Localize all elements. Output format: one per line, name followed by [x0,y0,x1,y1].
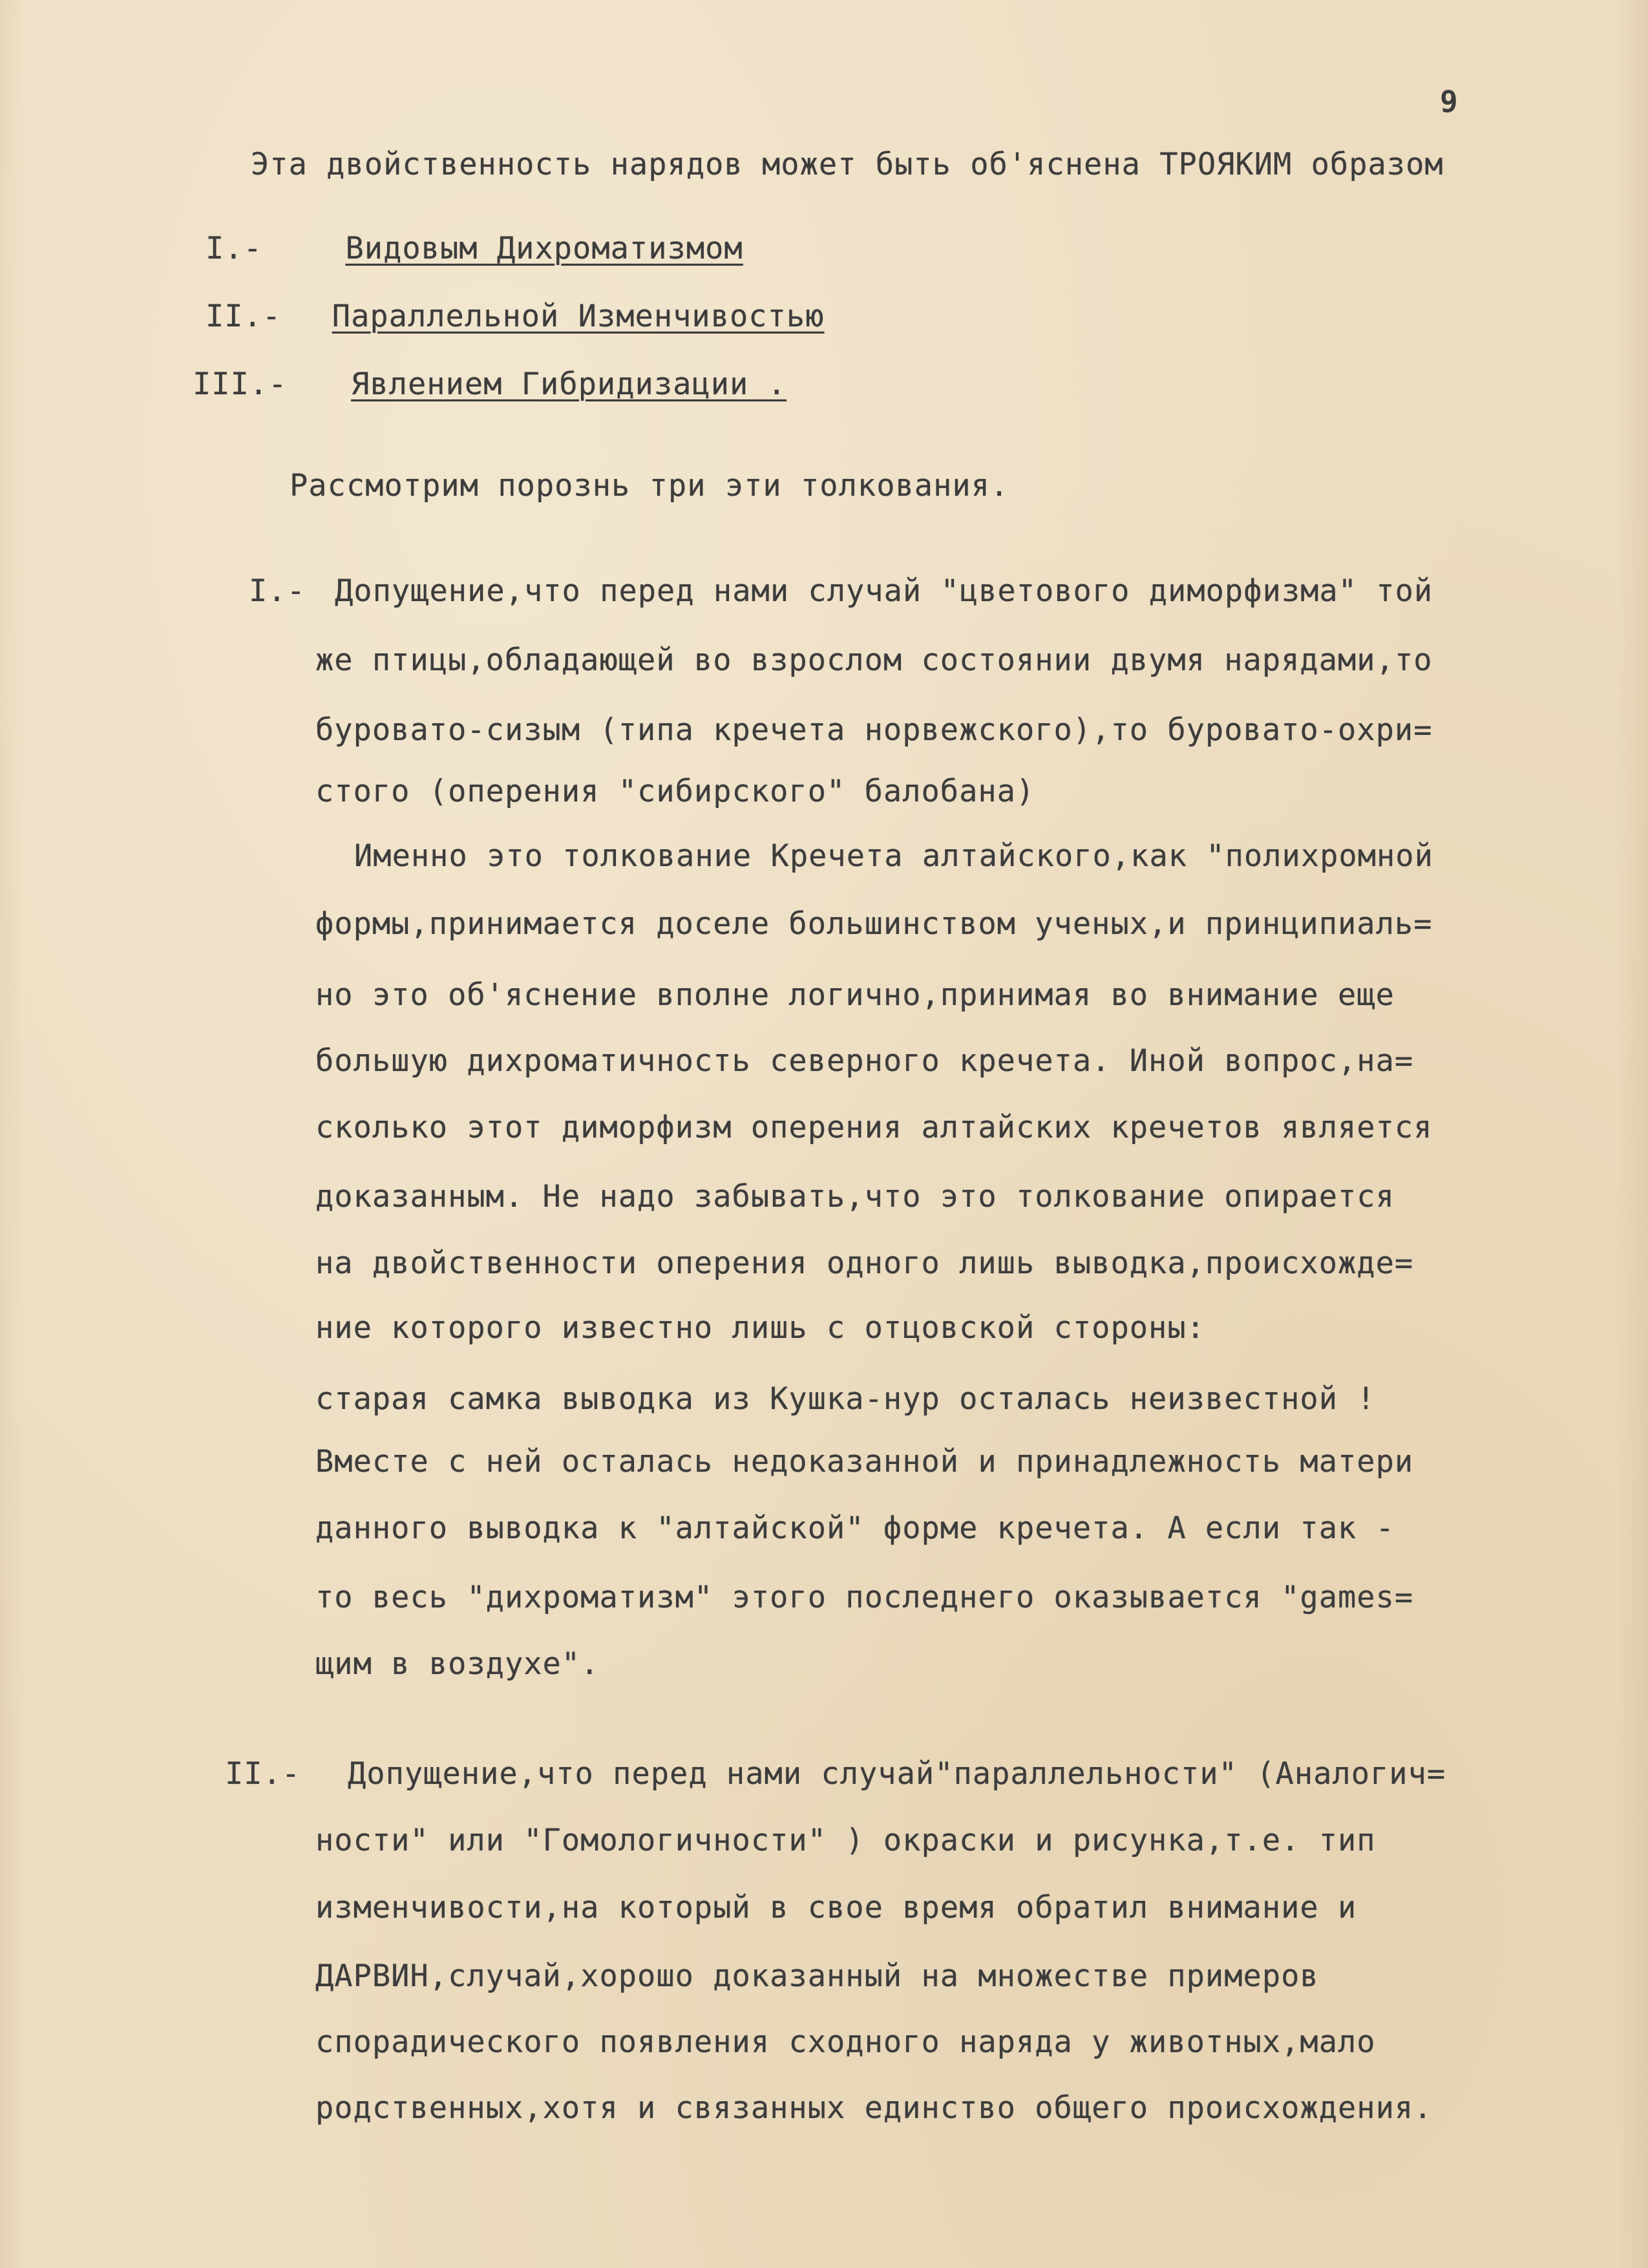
section-1-line: но это об'яснение вполне логично,принимая во внимание еще [315,977,1395,1013]
section-1-line: формы,принимается доселе большинством ученых,и принципиаль= [315,906,1433,942]
section-1-line: то весь "дихроматизм" этого последнего оказывается "games= [315,1580,1414,1615]
section-2-line: Допущение,что перед нами случай"параллельности" (Аналогич= [348,1756,1446,1792]
section-1-line: Допущение,что перед нами случай "цветового диморфизма" той [335,573,1433,609]
page-number: 9 [1440,84,1458,119]
section-1-line: буровато-сизым (типа кречета норвежского),то буровато-охри= [315,712,1433,748]
list-item-text: Явлением Гибридизации . [351,366,787,402]
section-1-line: Именно это толкование Кречета алтайского,как "полихромной [354,838,1433,874]
section-1-line: доказанным. Не надо забывать,что это толкование опирается [315,1179,1395,1214]
section-2-line: родственных,хотя и связанных единство общего происхождения. [315,2090,1433,2126]
section-2-line: изменчивости,на который в свое время обратил внимание и [315,1890,1357,1925]
list-item [206,297,825,336]
section-2-marker: II.- [225,1756,301,1792]
list-marker: II.- [206,299,282,334]
list-item [206,229,743,268]
section-1-line: Вместе с ней осталась недоказанной и принадлежность матери [315,1444,1414,1479]
section-1-line: щим в воздухе". [315,1646,600,1682]
section-1-line: стого (оперения "сибирского" балобана) [315,774,1035,809]
section-1-line: данного выводка к "алтайской" форме кречета. А если так - [315,1510,1395,1546]
consider-line: Рассмотрим порознь три эти толкования. [290,468,1009,503]
section-1-line: на двойственности оперения одного лишь выводка,происхожде= [315,1245,1414,1281]
list-item-text: Параллельной Изменчивостью [332,299,825,334]
list-item-text: Видовым Дихроматизмом [345,231,743,266]
section-1-marker: I.- [249,573,306,609]
list-marker: I.- [206,231,262,266]
section-2-line: ности" или "Гомологичности" ) окраски и рисунка,т.е. тип [315,1823,1376,1858]
section-2-line: спорадического появления сходного наряда у животных,мало [315,2024,1376,2060]
list-marker: III.- [193,366,288,402]
intro-line: Эта двойственность нарядов может быть об'яснена ТРОЯКИМ образом [251,147,1444,182]
section-1-line: же птицы,обладающей во взрослом состоянии двумя нарядами,то [315,642,1433,678]
section-2-line: ДАРВИН,случай,хорошо доказанный на множестве примеров [315,1958,1319,1994]
section-1-line: сколько этот диморфизм оперения алтайских кречетов является [315,1110,1433,1145]
list-item [193,365,787,404]
section-1-line: старая самка выводка из Кушка-нур осталась неизвестной ! [315,1381,1376,1417]
section-1-line: ние которого известно лишь с отцовской стороны: [315,1310,1205,1346]
section-1-line: большую дихроматичность северного кречета. Иной вопрос,на= [315,1043,1414,1079]
